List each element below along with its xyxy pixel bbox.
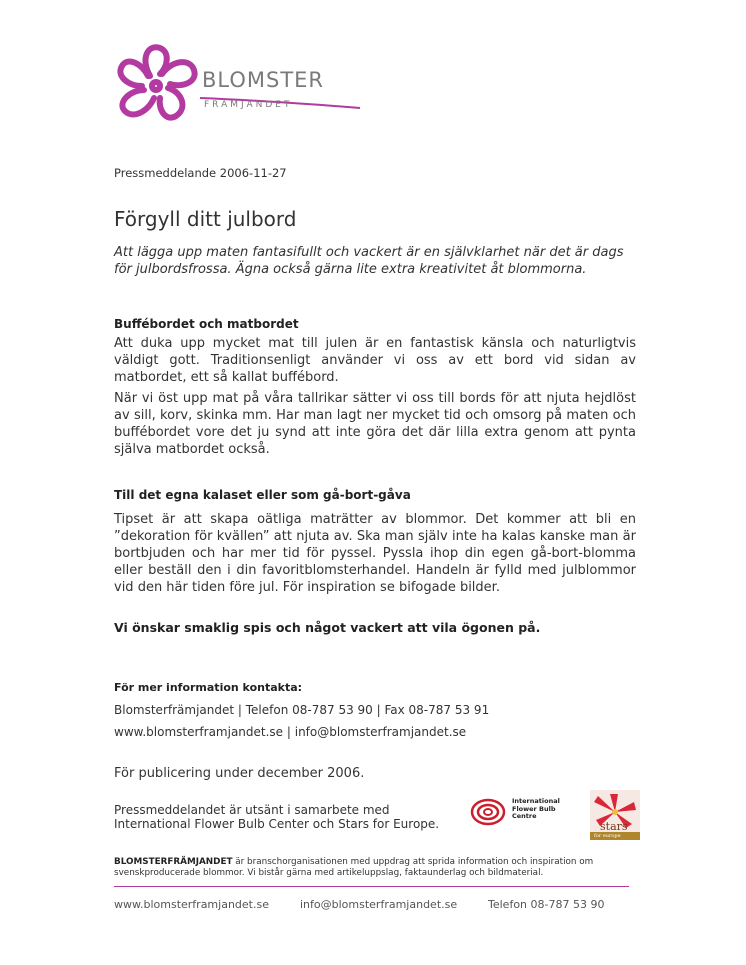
section-1-paragraph-2: När vi öst upp mat på våra tallrikar sätter vi oss till bords för att njuta hejdlöst av sill, korv, skinka mm. Har man lagt ner mycket tid och omsorg på maten och buffébordet vore det ju synd att inte göra det där lilla extra genom att pynta själva matbordet också. <box>114 391 636 457</box>
section-1-paragraph-1: Att duka upp mycket mat till julen är en fantastisk känsla och naturligtvis väldigt gott. Traditionsenligt använder vi oss av ett bord vid sidan av matbordet, ett så kallat buffébord. <box>114 336 636 385</box>
collaboration-line-2: International Flower Bulb Center och Stars for Europe. <box>114 817 440 831</box>
about-org-name: BLOMSTERFRÄMJANDET <box>114 857 233 867</box>
contact-web-line: www.blomsterframjandet.se | info@blomsterframjandet.se <box>114 725 467 739</box>
ifbc-swirl-icon <box>470 797 506 827</box>
ifbc-name-line-3: Centre <box>512 812 537 820</box>
press-release-date: Pressmeddelande 2006-11-27 <box>114 166 287 180</box>
about-organisation <box>114 857 634 879</box>
footer-divider <box>114 886 629 887</box>
ifbc-logo <box>470 795 570 829</box>
sfe-sublabel: for europe <box>594 833 621 839</box>
collaboration-note <box>114 803 454 831</box>
footer-website-link[interactable]: www.blomsterframjandet.se <box>114 898 269 911</box>
lead-paragraph: Att lägga upp maten fantasifullt och vackert är en självklarhet när det är dags för julbordsfrossa. Ägna också gärna lite extra kreativitet åt blommorna. <box>114 245 624 277</box>
page-title: Förgyll ditt julbord <box>114 207 297 231</box>
stars-for-europe-logo <box>590 790 640 840</box>
contact-phone-line: Blomsterfrämjandet | Telefon 08-787 53 90 | Fax 08-787 53 91 <box>114 703 490 717</box>
section-heading-buffebordet: Buffébordet och matbordet <box>114 317 299 331</box>
publication-note: För publicering under december 2006. <box>114 766 365 781</box>
blomster-logo <box>110 40 370 132</box>
closing-statement: Vi önskar smaklig spis och något vackert att vila ögonen på. <box>114 620 541 635</box>
logo-word-blomster: BLOMSTER <box>202 68 325 92</box>
contact-heading: För mer information kontakta: <box>114 681 303 694</box>
collaboration-line-1: Pressmeddelandet är utsänt i samarbete med <box>114 803 390 817</box>
logo-word-framjandet: FRÄMJANDET <box>204 100 293 110</box>
section-2-paragraph-1: Tipset är att skapa oätliga maträtter av blommor. Det kommer att bli en ”dekoration för kvällen” att njuta av. Ska man själv inte ha kalas kanske man är bortbjuden och har mer tid för pyssel. Pyssla ihop din egen gå-bort-blomma eller beställ den i din favoritblomsterhandel. Handeln är fylld med julblommor vid den här tiden före jul. För inspiration se bifogade bilder. <box>114 512 636 595</box>
ifbc-name-line-2: Flower Bulb <box>512 804 556 813</box>
section-heading-kalaset: Till det egna kalaset eller som gå-bort-gåva <box>114 488 411 502</box>
about-text: är branschorganisationen med uppdrag att sprida information och inspiration om svenskproducerade blommor. Vi bistår gärna med artikeluppslag, faktaunderlag och bildmaterial. <box>114 857 594 878</box>
footer-phone: Telefon 08-787 53 90 <box>488 898 605 911</box>
ifbc-name-line-1: International <box>512 797 560 805</box>
ifbc-name <box>512 798 560 821</box>
sfe-label: stars <box>600 820 628 833</box>
footer-email-link[interactable]: info@blomsterframjandet.se <box>300 898 458 911</box>
